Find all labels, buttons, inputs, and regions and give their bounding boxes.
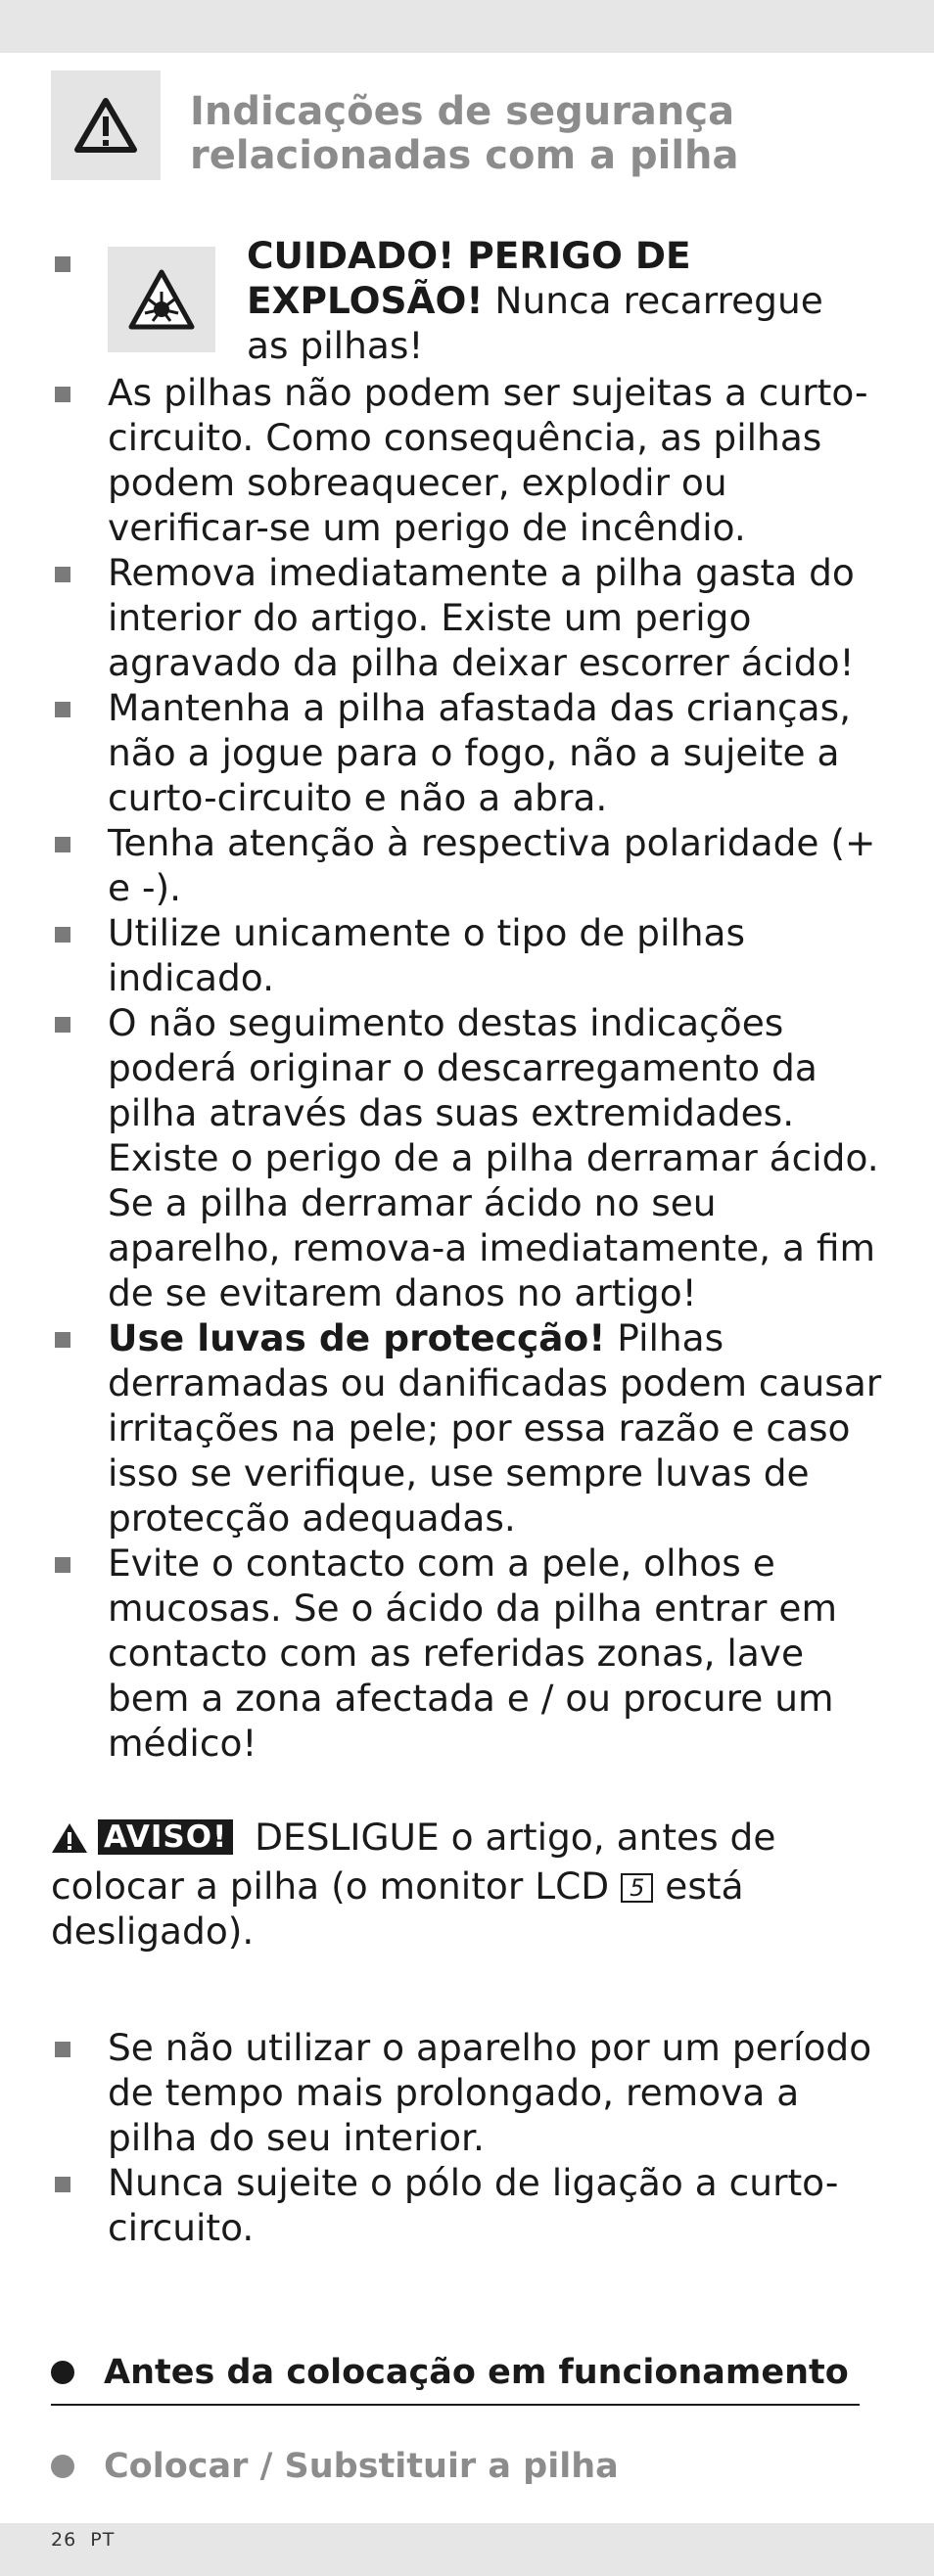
explosion-warning-icon xyxy=(108,247,215,352)
warning-triangle-small-icon xyxy=(51,1818,88,1863)
list-item-text: As pilhas não podem ser sujeitas a curto-circuito. Como consequência, as pilhas podem sobreaquecer, explodir ou verificar-se um perigo de incêndio. xyxy=(108,371,868,549)
step-heading-label: Colocar / Substituir a pilha xyxy=(104,2447,619,2486)
battery-list xyxy=(51,2025,883,2250)
list-item xyxy=(51,550,883,685)
explosion-text-line2: Nunca recarregue xyxy=(483,279,823,322)
list-item xyxy=(51,820,883,910)
gloves-heading: Use luvas de protecção! xyxy=(108,1316,606,1359)
aviso-text-before: DESLIGUE o artigo, antes de colocar a pilha (o monitor LCD xyxy=(51,1816,776,1908)
footer-band xyxy=(0,2523,934,2576)
explosion-warning-text xyxy=(247,233,883,368)
square-bullet-icon xyxy=(55,1017,70,1033)
lcd-reference-number: 5 xyxy=(621,1873,653,1903)
list-item xyxy=(51,1000,883,1315)
circle-bullet-icon xyxy=(51,2455,74,2478)
square-bullet-icon xyxy=(55,1557,70,1573)
aviso-text-after: está desligado). xyxy=(51,1864,744,1953)
page-footer xyxy=(51,2529,115,2551)
list-item-text: Nunca sujeite o pólo de ligação a curto-circuito. xyxy=(108,2161,839,2249)
square-bullet-icon xyxy=(55,1332,70,1348)
square-bullet-icon xyxy=(55,2177,70,2192)
section-header xyxy=(51,70,883,190)
list-item-text: Pilhas derramadas ou danificadas podem causar irritações na pele; por essa razão e caso isso se verifique, use sempre luvas de protecção adequadas. xyxy=(108,1316,882,1540)
list-item-text: Mantenha a pilha afastada das crianças, não a jogue para o fogo, não a sujeite a curto-circuito e não a abra. xyxy=(108,686,852,819)
safety-list xyxy=(51,370,883,1766)
list-item-text: Tenha atenção à respectiva polaridade (+ e -). xyxy=(108,821,876,909)
list-item xyxy=(51,685,883,820)
list-item xyxy=(51,910,883,1000)
language-code: PT xyxy=(90,2529,116,2551)
list-item-gloves xyxy=(51,1315,883,1541)
aviso-warning xyxy=(51,1815,883,1954)
section-title-line1: Indicações de segurança xyxy=(190,89,735,134)
list-item-text: Se não utilizar o aparelho por um período de tempo mais prolongado, remova a pilha do seu interior. xyxy=(108,2026,872,2159)
square-bullet-icon xyxy=(55,2042,70,2057)
list-item-text: Utilize unicamente o tipo de pilhas indicado. xyxy=(108,911,746,999)
list-item xyxy=(51,2160,883,2250)
explosion-heading-line2: EXPLOSÃO! xyxy=(247,279,484,322)
step-heading-before-use xyxy=(51,2353,883,2392)
top-band xyxy=(0,0,934,53)
square-bullet-icon xyxy=(55,567,70,582)
square-bullet-icon xyxy=(55,256,70,272)
list-item xyxy=(51,1541,883,1766)
section-title xyxy=(190,90,739,178)
section-title-line2: relacionadas com a pilha xyxy=(190,133,739,178)
explosion-text-line3: as pilhas! xyxy=(247,324,424,367)
explosion-heading-line1: CUIDADO! PERIGO DE xyxy=(247,234,691,277)
divider xyxy=(51,2404,860,2406)
list-item-text: O não seguimento destas indicações poderá originar o descarregamento da pilha através das suas extremidades. Existe o perigo de a pilha derramar ácido. Se a pilha derramar ácido no seu aparelho, remova-a imediatamente, a fim de se evitarem danos no artigo! xyxy=(108,1001,879,1314)
list-item-explosion xyxy=(51,233,883,370)
step-heading-battery xyxy=(51,2447,883,2486)
step-heading-label: Antes da colocação em funcionamento xyxy=(104,2353,849,2392)
page-content xyxy=(51,70,883,2486)
list-item xyxy=(51,2025,883,2160)
circle-bullet-icon xyxy=(51,2361,74,2384)
warning-triangle-icon xyxy=(51,70,161,180)
square-bullet-icon xyxy=(55,837,70,852)
square-bullet-icon xyxy=(55,702,70,717)
list-item-text: Evite o contacto com a pele, olhos e mucosas. Se o ácido da pilha entrar em contacto com as referidas zonas, lave bem a zona afectada e / ou procure um médico! xyxy=(108,1541,837,1765)
page-number: 26 xyxy=(51,2529,77,2551)
square-bullet-icon xyxy=(55,387,70,402)
square-bullet-icon xyxy=(55,927,70,943)
list-item-text: Remova imediatamente a pilha gasta do interior do artigo. Existe um perigo agravado da pilha deixar escorrer ácido! xyxy=(108,551,855,684)
aviso-badge: AVISO! xyxy=(98,1819,233,1855)
list-item xyxy=(51,370,883,550)
